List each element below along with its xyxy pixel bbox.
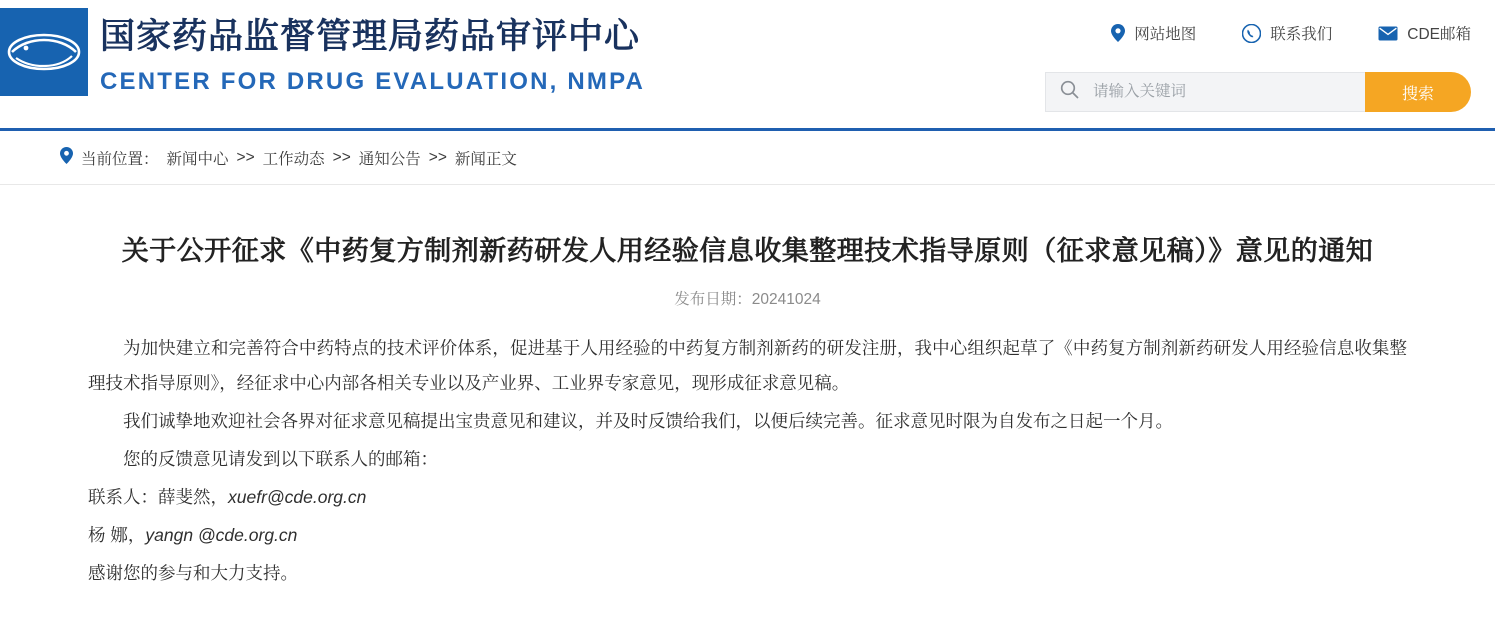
breadcrumb-item-article: 新闻正文 xyxy=(454,150,517,168)
article-body xyxy=(88,331,1407,591)
breadcrumb-item-work-updates[interactable]: 工作动态 xyxy=(262,150,325,168)
contact-name-1: 联系人：薛斐然， xyxy=(88,487,228,507)
search-area xyxy=(1045,72,1471,112)
article xyxy=(0,229,1495,591)
location-pin-icon xyxy=(60,147,73,169)
publish-date-label: 发布日期： xyxy=(674,291,752,308)
top-links xyxy=(1111,22,1471,44)
breadcrumb xyxy=(60,147,517,169)
top-link-contact[interactable] xyxy=(1242,22,1332,44)
article-paragraph-3: 您的反馈意见请发到以下联系人的邮箱： xyxy=(123,449,438,469)
top-link-mailbox[interactable] xyxy=(1378,22,1471,44)
site-title-cn: 国家药品监督管理局药品审评中心 xyxy=(100,17,641,56)
contact-line-1 xyxy=(88,480,1407,515)
article-closing: 感谢您的参与和大力支持。 xyxy=(88,563,298,583)
contact-name-2: 杨 娜， xyxy=(88,525,146,545)
envelope-icon xyxy=(1378,26,1398,41)
search-icon xyxy=(1060,80,1079,104)
breadcrumb-prefix: 当前位置： xyxy=(81,150,159,168)
publish-date xyxy=(88,287,1407,309)
contact-email-2: yangn @cde.org.cn xyxy=(145,525,298,545)
article-paragraph-1: 为加快建立和完善符合中药特点的技术评价体系，促进基于人用经验的中药复方制剂新药的研发注册，我中心组织起草了《中药复方制剂新药研发人用经验信息收集整理技术指导原则》，经征求中心内部各相关专业以及产业界、工业界专家意见，现形成征求意见稿。 xyxy=(88,338,1407,393)
publish-date-value: 20241024 xyxy=(751,291,821,308)
article-paragraph-2: 我们诚挚地欢迎社会各界对征求意见稿提出宝贵意见和建议，并及时反馈给我们，以便后续完善。征求意见时限为自发布之日起一个月。 xyxy=(123,411,1173,431)
contact-line-2 xyxy=(88,518,1407,553)
top-link-sitemap-label: 网站地图 xyxy=(1134,26,1197,43)
site-title-block xyxy=(100,14,645,98)
site-header xyxy=(0,0,1495,131)
breadcrumb-item-announcements[interactable]: 通知公告 xyxy=(358,150,421,168)
top-link-sitemap[interactable] xyxy=(1111,22,1196,44)
search-button[interactable]: 搜索 xyxy=(1365,72,1471,112)
breadcrumb-separator-2: >> xyxy=(332,148,351,166)
top-link-mailbox-label: CDE邮箱 xyxy=(1407,26,1471,43)
breadcrumb-separator-1: >> xyxy=(236,148,255,166)
map-pin-icon xyxy=(1111,24,1125,42)
site-title-en: CENTER FOR DRUG EVALUATION, NMPA xyxy=(100,68,646,95)
page-title: 关于公开征求《中药复方制剂新药研发人用经验信息收集整理技术指导原则（征求意见稿）》意见的通知 xyxy=(121,236,1374,266)
contact-email-1: xuefr@cde.org.cn xyxy=(228,487,367,507)
cde-fish-logo-icon xyxy=(6,29,82,75)
breadcrumb-bar xyxy=(0,131,1495,185)
breadcrumb-separator-3: >> xyxy=(428,148,447,166)
site-logo[interactable] xyxy=(0,8,88,96)
phone-icon xyxy=(1242,24,1261,43)
search-box[interactable] xyxy=(1045,72,1365,112)
breadcrumb-item-news-center[interactable]: 新闻中心 xyxy=(166,150,229,168)
search-input[interactable] xyxy=(1091,82,1335,102)
top-link-contact-label: 联系我们 xyxy=(1270,26,1333,43)
